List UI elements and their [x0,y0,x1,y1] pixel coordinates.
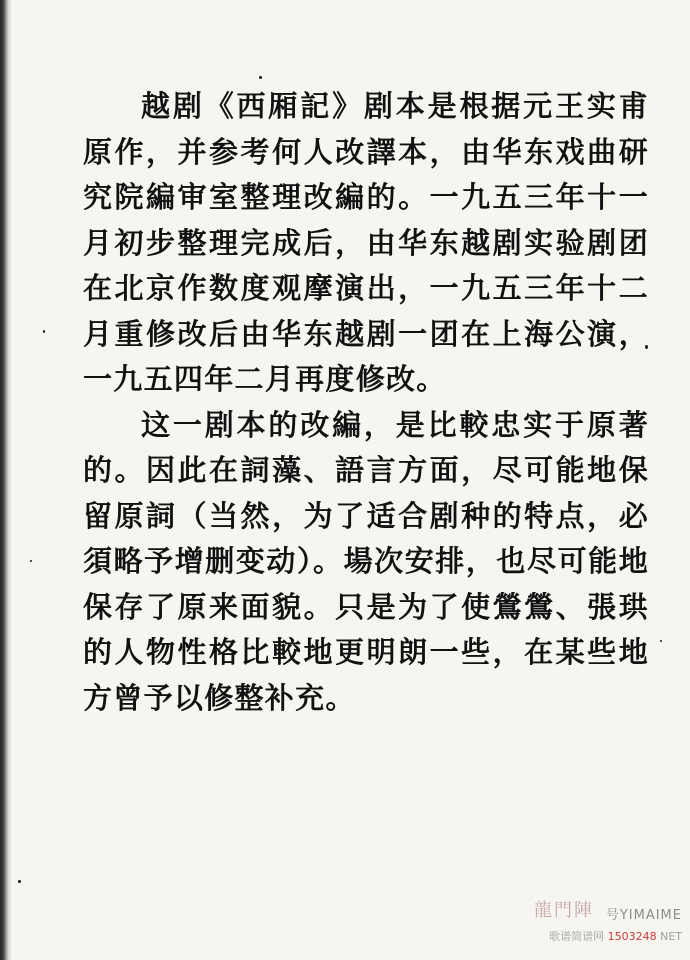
scan-speck [18,880,21,883]
body-text [83,84,649,721]
paragraph-1: 越剧《西厢記》剧本是根据元王实甫原作，并参考何人改譯本，由华东戏曲研究院編审室整理改編的。一九五三年十一月初步整理完成后，由华东越剧实验剧团在北京作数度观摩演出，一九五三年十二月重修改后由华东越剧一团在上海公演，一九五四年二月再度修改。 [83,89,649,396]
watermark-footer [549,928,682,944]
watermark-logo: 龍門陣 [534,900,594,921]
watermark-site: 号YIMAIME [605,908,682,923]
scan-speck [43,330,45,333]
watermark-footer-number: 1503248 [607,930,657,943]
watermark-footer-left: 歌谱简谱网 [549,930,605,943]
scan-speck [259,76,262,79]
watermark [392,896,682,956]
page-binding-edge [0,0,12,960]
scan-speck [30,560,32,562]
scan-speck [660,640,662,642]
watermark-footer-right: NET [660,930,682,943]
paragraph-2: 这一剧本的改編，是比較忠实于原著的。因此在詞藻、語言方面，尽可能地保留原詞（当然，为了适合剧种的特点，必須略予增删变动）。場次安排，也尽可能地保存了原来面貌。只是为了使鶯鶯、張珙的人物性格比較地更明朗一些，在某些地方曾予以修整补充。 [83,407,649,715]
